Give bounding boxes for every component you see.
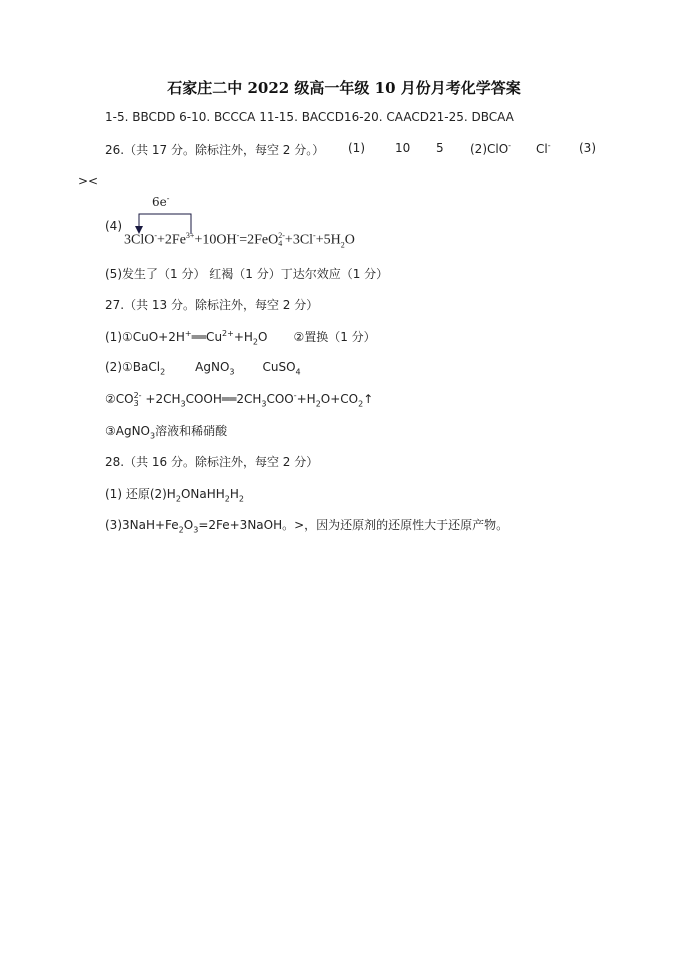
- q28-line1: (1) 还原$(2)H_2ONaHH_2H_2$: [105, 487, 244, 504]
- q26-part1-answer-b: 5: [436, 141, 444, 155]
- q26-part1-answer-a: 10: [395, 141, 411, 155]
- page-title: 石家庄二中 2022 级高一年级 10 月份月考化学答案: [167, 79, 521, 97]
- q27-line1: $(1)①CuO+2H^+══Cu^{2+}+H_2O$ ②置换（1 分）: [105, 329, 376, 347]
- q26-part2-answer-a: (2)ClO-: [470, 141, 512, 156]
- q27-header: 27.（共 13 分。除标注外，每空 2 分）: [105, 298, 319, 312]
- q26-header: 26.（共 17 分。除标注外，每空 2 分。）: [105, 143, 325, 157]
- q26-part1-label: (1): [348, 141, 365, 155]
- multiple-choice-answers: 1-5. BBCDD 6-10. BCCCA 11-15. BACCD16-20. CAACD21-25. DBCAA: [105, 110, 514, 124]
- q26-part5: (5)发生了（1 分） 红褐（1 分）丁达尔效应（1 分）: [105, 267, 389, 281]
- q26-part2-answer-b: Cl-: [536, 141, 551, 156]
- q26-part4-label: (4): [105, 219, 122, 233]
- redox-equation: $3ClO^-+2Fe^{3+}+10OH^-=2FeO$ 2- 4 $+3Cl^-+5H_2O$: [124, 231, 355, 250]
- electron-transfer-label: 6e-: [152, 194, 170, 209]
- q28-line2: $(3)3NaH+Fe_2O_3=2Fe+3NaOH$。>，因为还原剂的还原性大于还原产物。: [105, 518, 509, 535]
- q28-header: 28.（共 16 分。除标注外，每空 2 分）: [105, 455, 319, 469]
- q26-part3-label: (3): [579, 141, 596, 155]
- q27-line3: ②CO 2- 3 $+2CH_3COOH══2CH_3COO^-+H_2O+CO_2↑$: [105, 390, 374, 409]
- q26-part3-answer: ><: [78, 174, 99, 188]
- q27-line4: ③AgNO$_3$溶液和稀硝酸: [105, 424, 228, 441]
- q27-line2: (2)①BaCl$_2$ AgNO$_3$ CuSO$_4$: [105, 360, 301, 377]
